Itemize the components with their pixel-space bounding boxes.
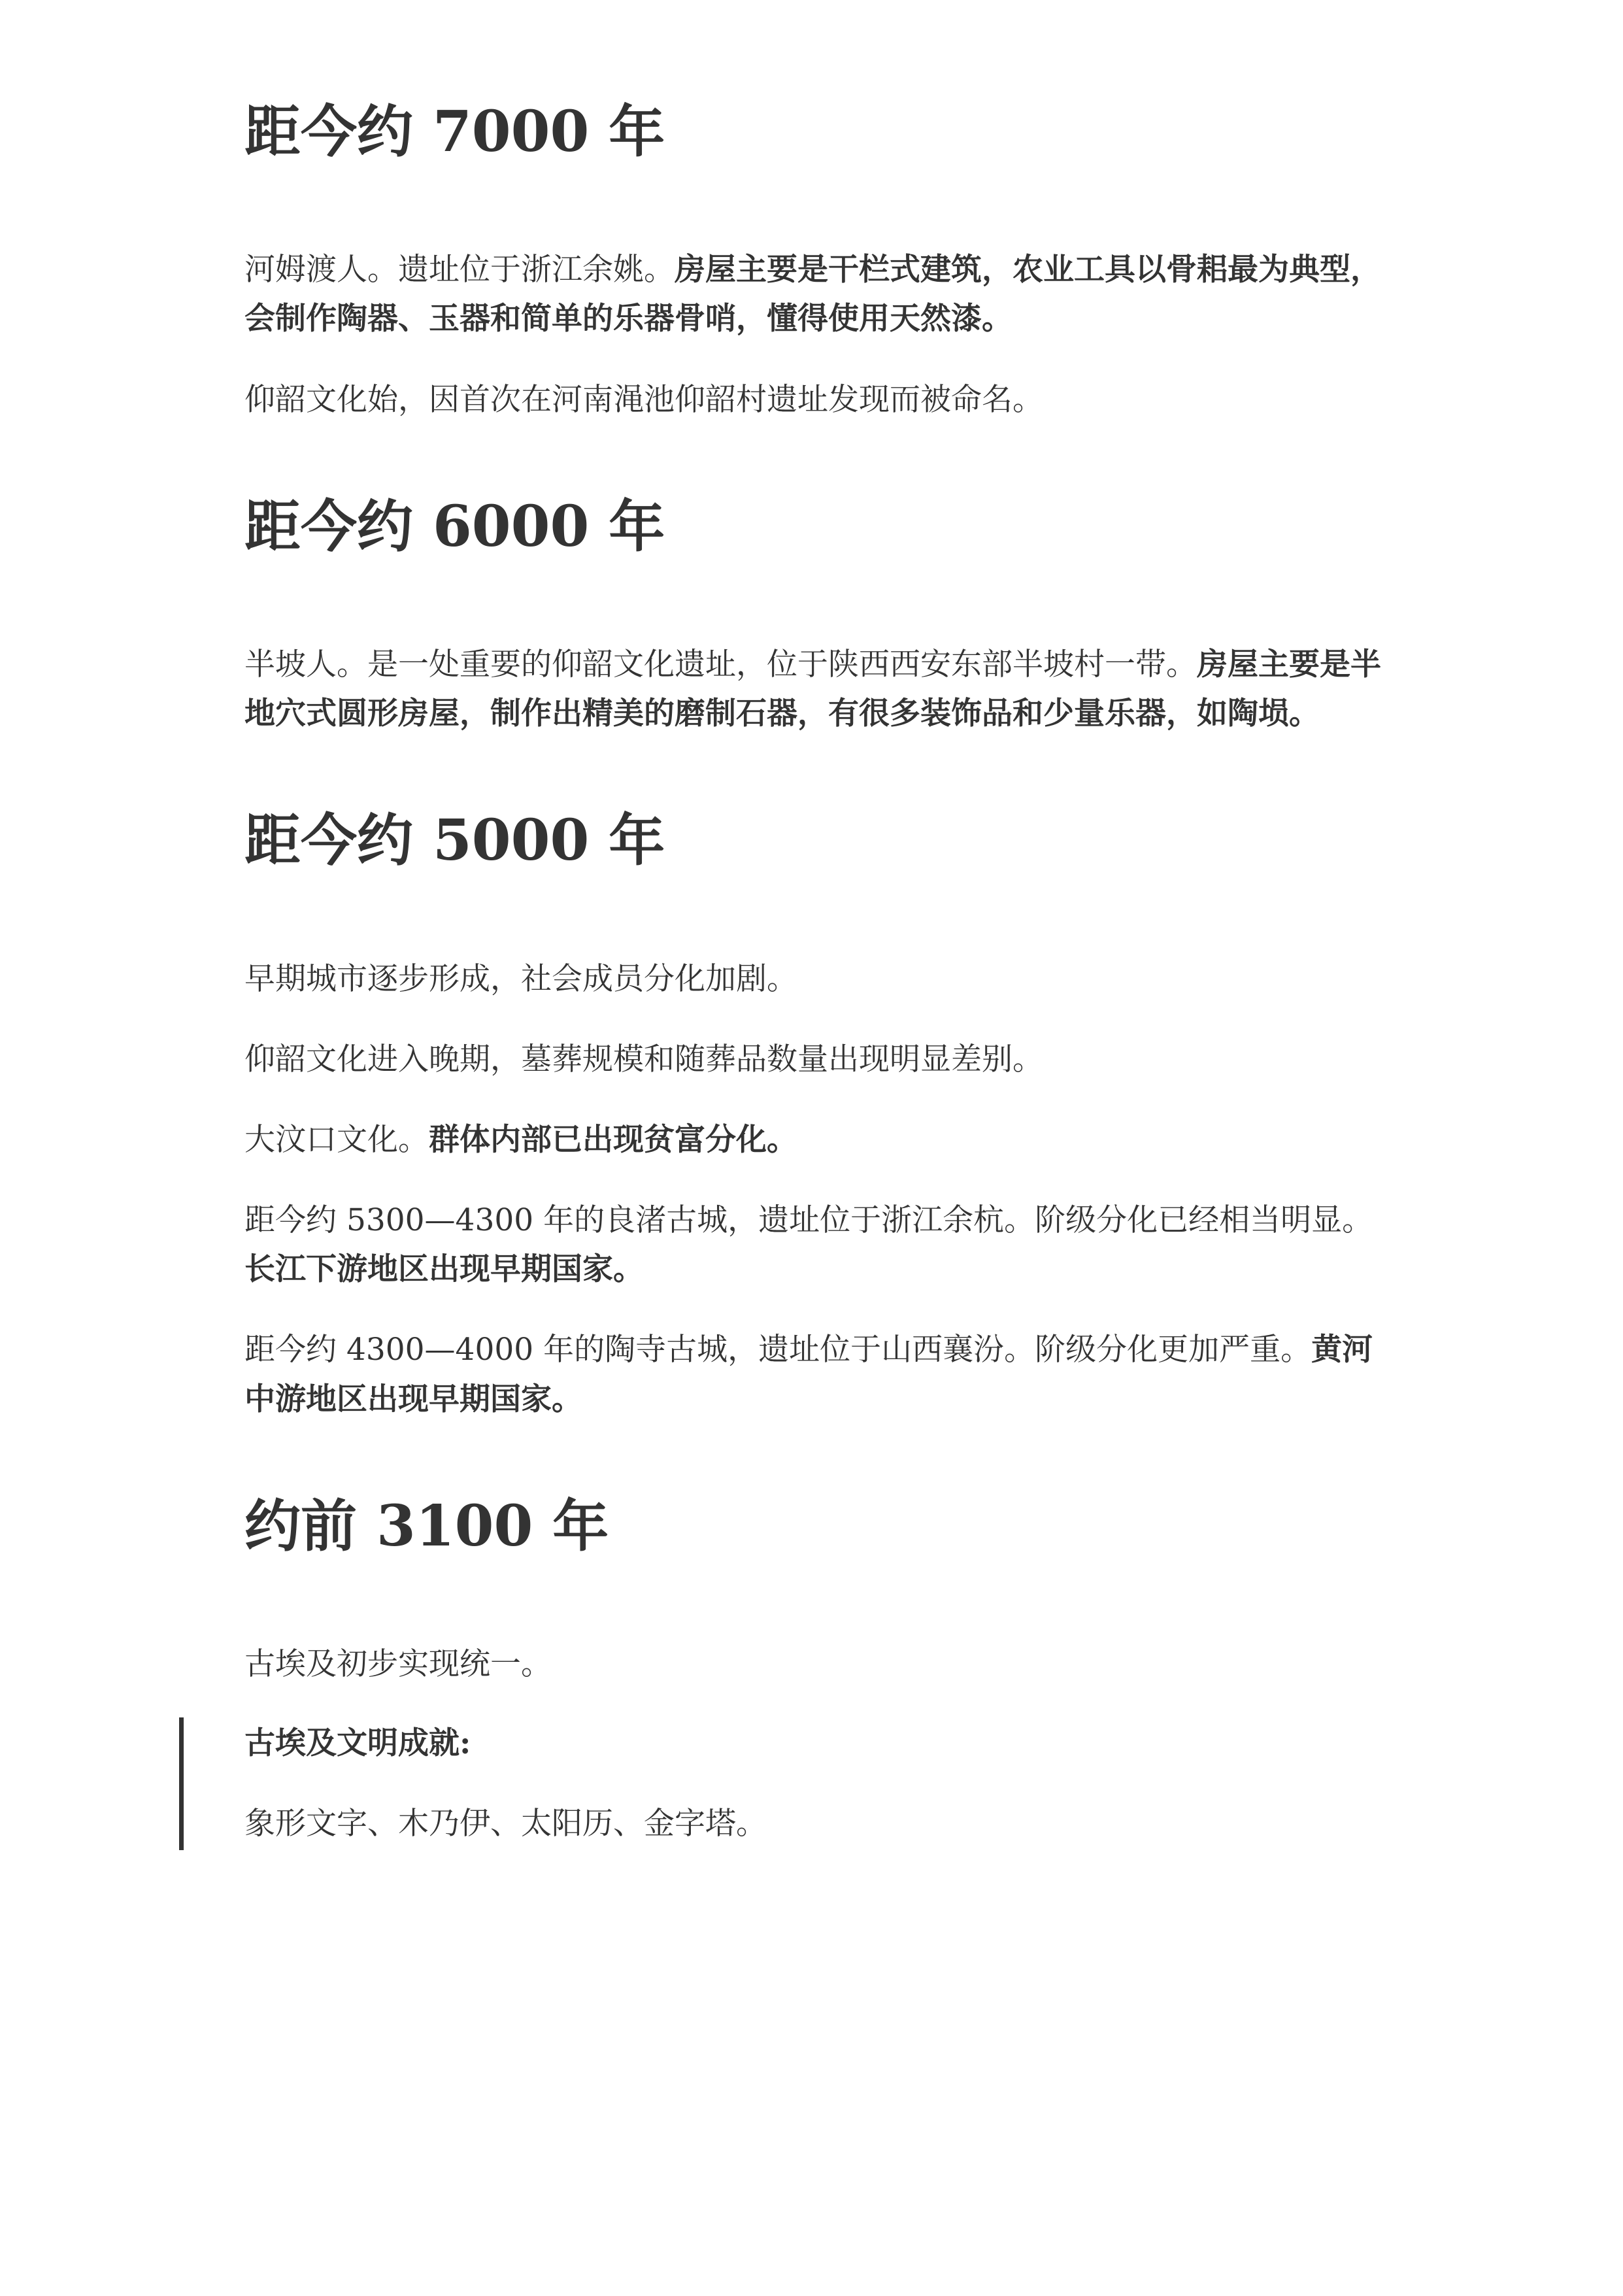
paragraph-text: 河姆渡人。遗址位于浙江余姚。	[244, 252, 675, 288]
paragraph-bold-text: 长江下游地区出现早期国家。	[244, 1251, 644, 1288]
document-page	[244, 98, 1384, 1850]
paragraph	[244, 1325, 1384, 1423]
blockquote	[179, 1717, 1384, 1849]
paragraph-bold-text: 房屋主要是干栏式建筑，农业工具以骨耜最为典型，会制作陶器、玉器和简单的乐器骨哨，懂得使用天然漆。	[244, 252, 1381, 337]
paragraph-text: 仰韶文化进入晚期，墓葬规模和随葬品数量出现明显差别。	[244, 1041, 1043, 1077]
paragraph-text: 古埃及初步实现统一。	[244, 1646, 552, 1682]
section-7000	[244, 98, 1384, 424]
paragraph	[244, 1115, 1384, 1164]
paragraph	[244, 954, 1384, 1004]
section-5000	[244, 807, 1384, 1424]
section-6000	[244, 493, 1384, 739]
paragraph	[244, 1035, 1384, 1084]
paragraph-bold-text: 群体内部已出现贫富分化。	[429, 1121, 797, 1158]
paragraph-text: 距今约 4300—4000 年的陶寺古城，遗址位于山西襄汾。阶级分化更加严重。	[244, 1332, 1312, 1368]
quote-text: 象形文字、木乃伊、太阳历、金字塔。	[244, 1806, 767, 1842]
paragraph-text: 半坡人。是一处重要的仰韶文化遗址，位于陕西西安东部半坡村一带。	[244, 646, 1197, 683]
paragraph	[244, 640, 1384, 738]
quote-title-text: 古埃及文明成就:	[244, 1725, 471, 1762]
paragraph	[244, 375, 1384, 424]
section-heading: 距今约 5000 年	[244, 807, 665, 874]
section-heading: 距今约 6000 年	[244, 493, 665, 560]
paragraph-text: 早期城市逐步形成，社会成员分化加剧。	[244, 960, 797, 997]
paragraph-bold-text: 黄河中游地区出现早期国家。	[244, 1332, 1373, 1417]
paragraph	[244, 1640, 1384, 1689]
paragraph-text: 大汶口文化。	[244, 1121, 429, 1158]
paragraph	[244, 245, 1384, 343]
paragraph-text: 仰韶文化始，因首次在河南渑池仰韶村遗址发现而被命名。	[244, 381, 1043, 418]
quote-title	[244, 1719, 1384, 1768]
section-heading: 距今约 7000 年	[244, 99, 665, 165]
paragraph	[244, 1196, 1384, 1294]
section-3100bc	[244, 1493, 1384, 1850]
paragraph-text: 距今约 5300—4300 年的良渚古城，遗址位于浙江余杭。阶级分化已经相当明显。	[244, 1202, 1373, 1239]
section-heading: 约前 3100 年	[244, 1493, 609, 1559]
paragraph-bold-text: 房屋主要是半地穴式圆形房屋，制作出精美的磨制石器，有很多装饰品和少量乐器，如陶埙。	[244, 646, 1381, 732]
